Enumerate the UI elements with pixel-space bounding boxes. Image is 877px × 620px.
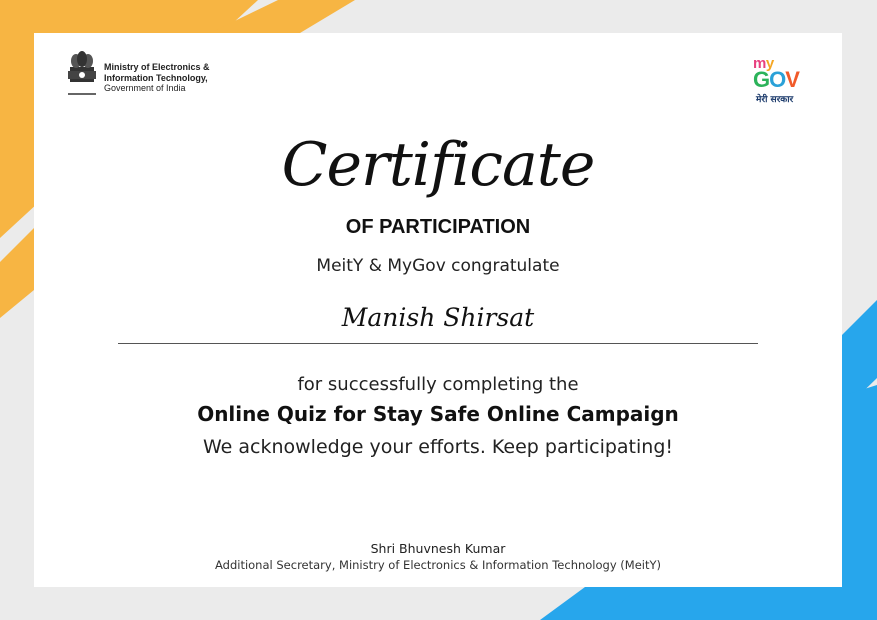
signatory-role: Additional Secretary, Ministry of Electronics & Information Technology (MeitY) xyxy=(214,558,662,572)
name-underline xyxy=(118,343,758,344)
ministry-line-2: Information Technology, xyxy=(104,72,208,83)
acknowledgement-text: We acknowledge your efforts. Keep participating! xyxy=(202,436,674,458)
certificate-subtitle: OF PARTICIPATION xyxy=(345,216,531,238)
congratulate-text: MeitY & MyGov congratulate xyxy=(316,256,560,276)
certificate-card xyxy=(34,33,842,587)
ministry-name xyxy=(104,62,210,94)
certificate-title: Certificate xyxy=(281,130,595,200)
ministry-line-1: Ministry of Electronics & xyxy=(104,62,210,72)
national-emblem-icon xyxy=(64,51,100,107)
mygov-logo xyxy=(751,55,815,109)
completion-text: for successfully completing the xyxy=(297,374,579,395)
mygov-tagline: मेरी सरकार xyxy=(756,95,794,105)
campaign-name: Online Quiz for Stay Safe Online Campaign xyxy=(197,402,679,426)
mygov-my-text: my xyxy=(753,55,774,72)
recipient-name: Manish Shirsat xyxy=(341,303,535,332)
mygov-gov-text: GOV xyxy=(753,67,799,92)
signatory-name: Shri Bhuvnesh Kumar xyxy=(370,541,506,556)
orange-stripe-left xyxy=(0,228,34,318)
ministry-line-3: Government of India xyxy=(104,83,186,93)
